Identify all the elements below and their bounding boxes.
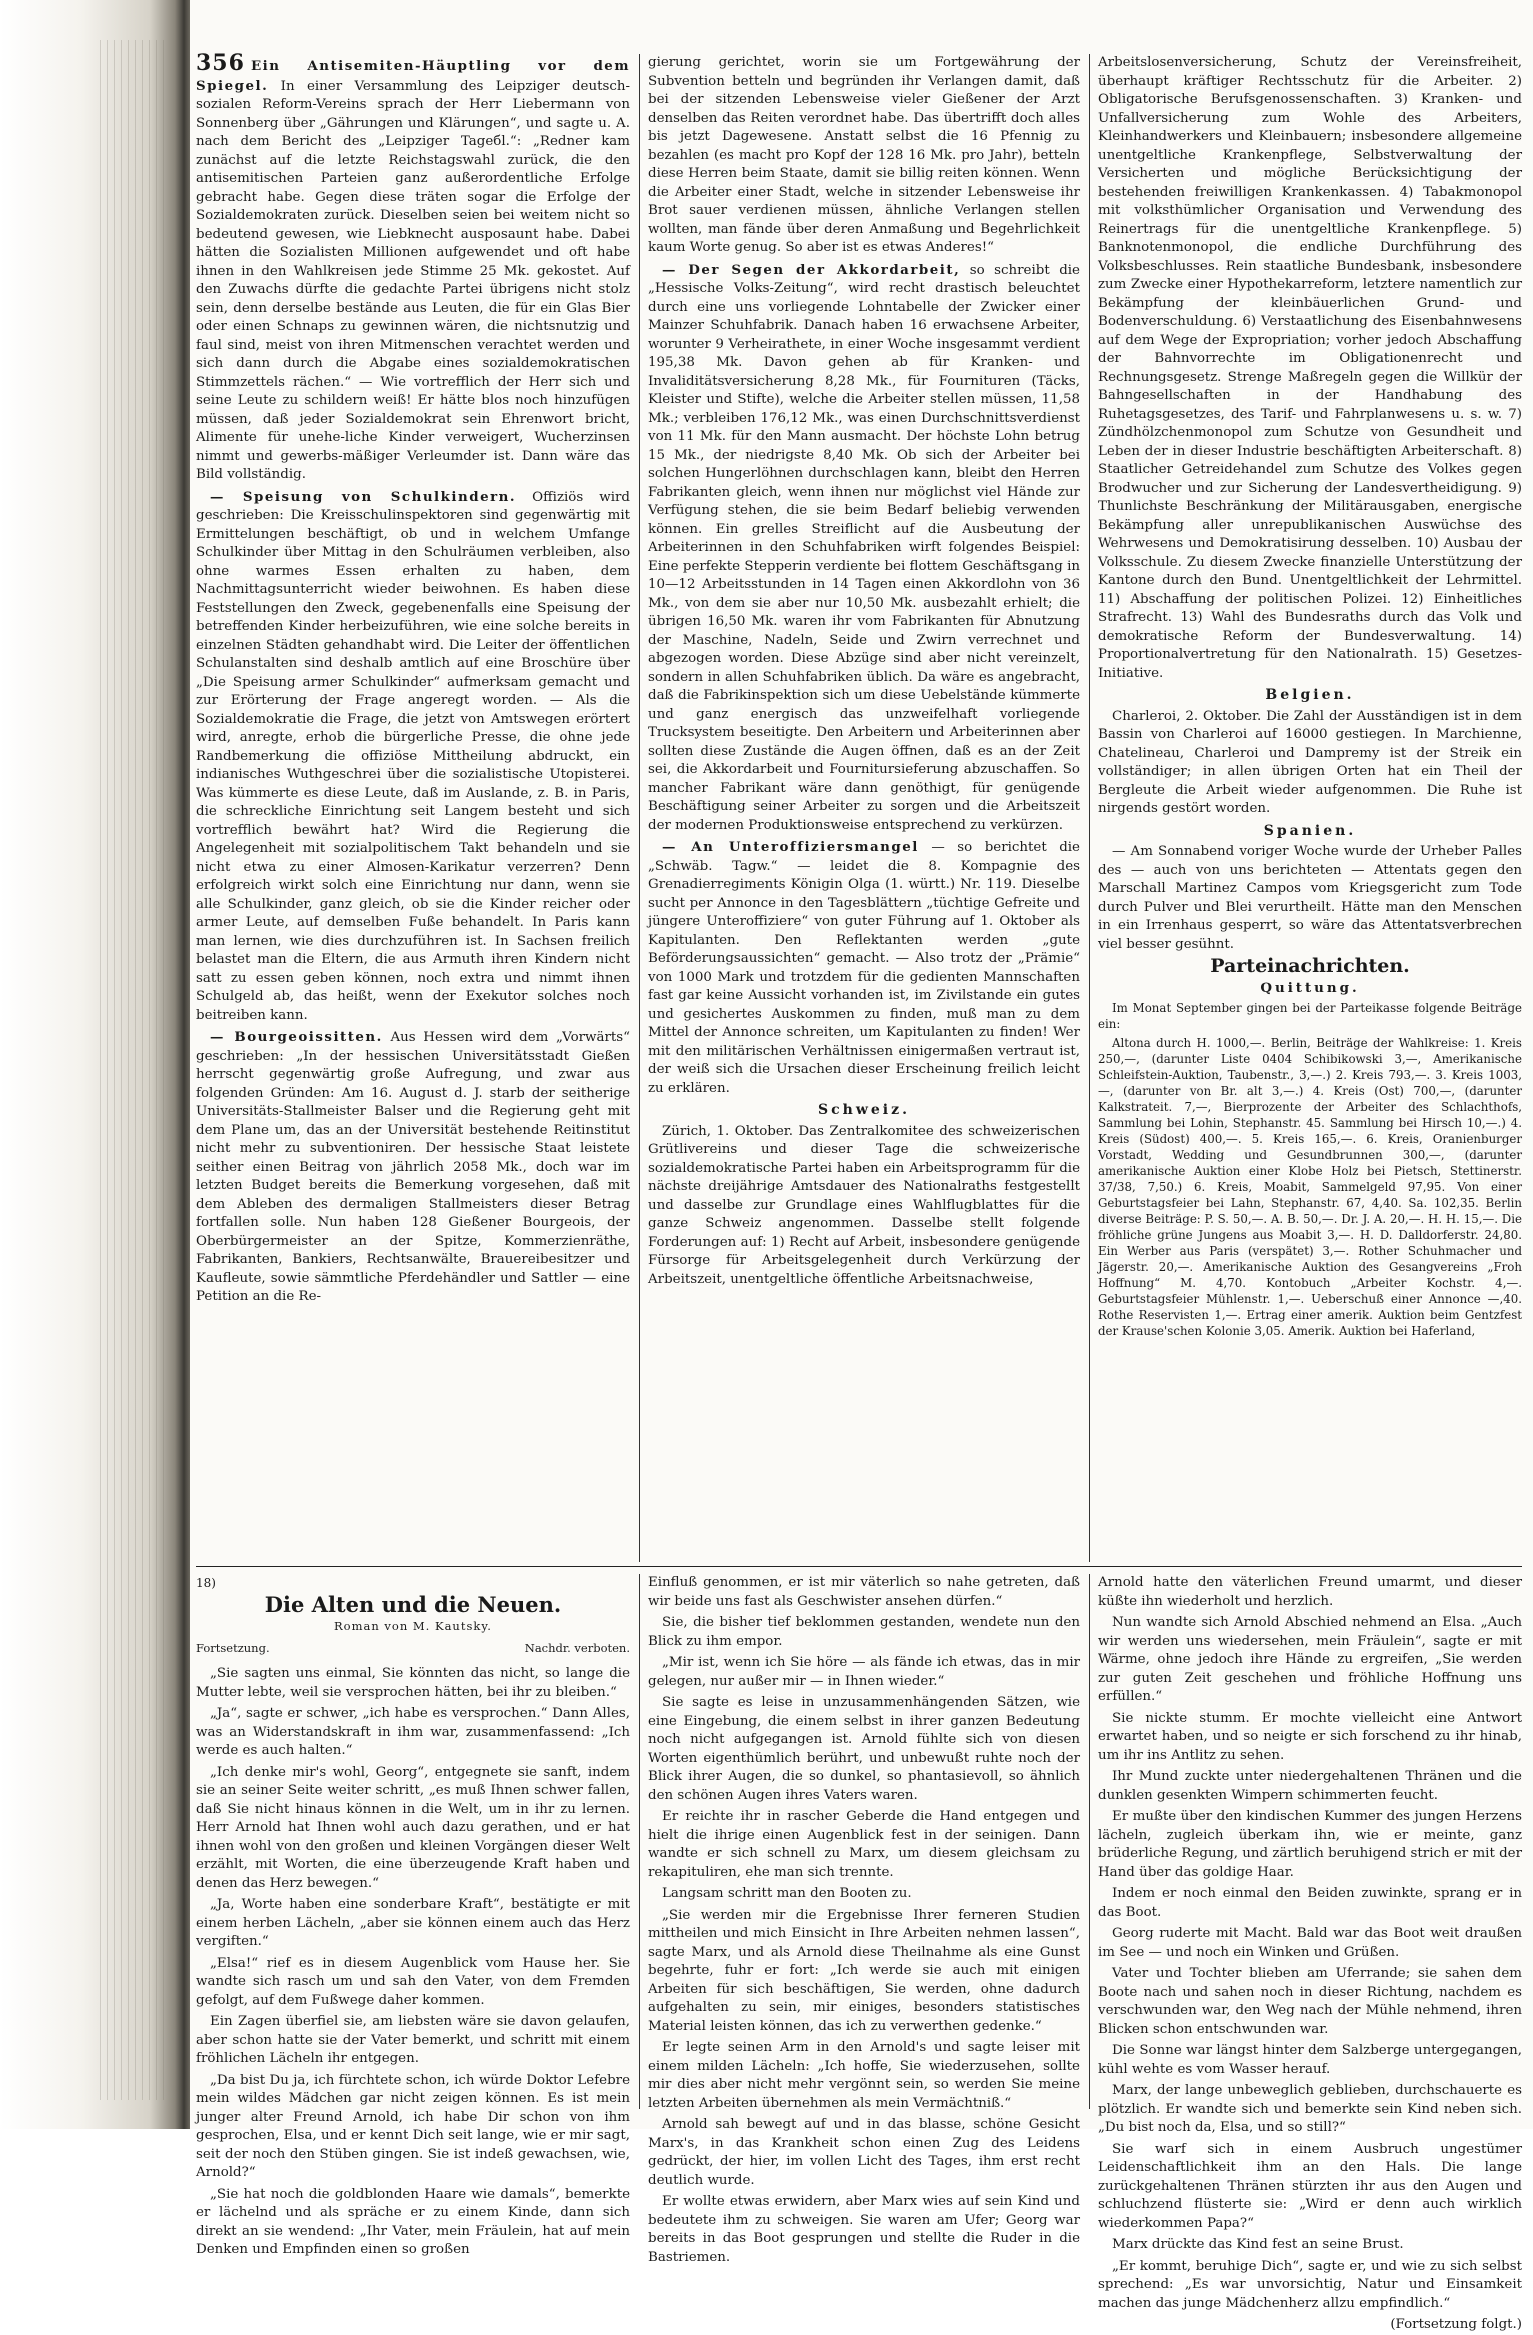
heading-schweiz: Schweiz. xyxy=(818,1102,910,1118)
novel-paragraph: Indem er noch einmal den Beiden zuwinkte, sprang er in das Boot. xyxy=(1098,1886,1522,1920)
heading-quittung: Quittung. xyxy=(1260,979,1360,996)
novel-paragraph: „Elsa!“ rief es in diesem Augenblick vom Hause her. Sie wandte sich rasch um und sah den Vater, von dem Fremden gefolgt, auf dem Fußwege daher kommen. xyxy=(196,1955,630,2008)
article-antisemiten xyxy=(196,50,630,485)
column-rule-2 xyxy=(1089,54,1090,1562)
article-schulkinder-title: — Speisung von Schulkindern. xyxy=(210,488,517,505)
article-unteroffiziersmangel-body: — so berichtet die „Schwäb. Tagw.“ — leidet die 8. Kompagnie des Grenadierregiments Königin Olga (1. württ.) Nr. 119. Dieselbe sucht per Annonce in den Tagesblättern „tüchtige Gefreite und jüngere Unteroffiziere“ von guter Führung auf 1. Oktober als Kapitulanten. Den Reflektanten werden „gute Beförderungsaussichten“ gemacht. — Also trotz der „Prämie“ von 1000 Mark und trotzdem für die gedienten Mannschaften fast gar keine Aussicht vorhanden ist, im Zivilstande ein gutes und gesichertes Auskommen zu finden, muß man zu dem Mittel der Annonce schreiten, um Kapitulanten zu finden! Wer mit den militärischen Verhältnissen einigermaßen vertraut ist, der weiß sich die Ursachen dieser Erscheinung freilich leicht zu erklären. xyxy=(648,840,1080,1096)
novel-paragraph: Sie sagte es leise in unzusammenhängenden Sätzen, wie eine Eingebung, die einem selbst in ihrer ganzen Bedeutung noch nicht aufgegangen ist. Arnold fühlte sich von diesen Worten eigenthümlich berührt, und unbewußt ruhte noch der Blick ihrer Augen, die so dunkel, so phantasievoll, so ähnlich den schönen Augen ihres Vaters waren. xyxy=(648,1695,1080,1803)
article-schweiz-cont: Arbeitslosenversicherung, Schutz der Vereinsfreiheit, überhaupt kräftiger Rechtsschutz für die Arbeiter. 2) Obligatorische Berufsgenossenschaften. 3) Kranken- und Unfallversicherung zum Wohle des Arbeiters, Kleinhandwerkers und Kleinbauern; insbesondere allgemeine unentgeltliche Krankenpflege, Selbstverwaltung der Versicherten und mögliche Berücksichtigung der bestehenden freiwilligen Krankenkassen. 4) Tabakmonopol mit volksthümlicher Organisation und Verwendung des Reinertrags für die unentgeltliche Krankenpflege. 5) Banknotenmonopol, die endliche Durchführung des Volksbeschlusses. Rein staatliche Bundesbank, insbesondere zum Zwecke einer Hypothekarreform, letztere namentlich zur Bekämpfung der kleinbäuerlichen Grund- und Bodenverschuldung. 6) Verstaatlichung des Eisenbahnwesens auf dem Wege der Expropriation; vorher jedoch Abschaffung der Bahnvorrechte im Obligationenrecht und Rechnungsgesetz. Strenge Maßregeln gegen die Willkür der Bahngesellschaften in der Handhabung des Ruhetagsgesetzes, des Tarif- und Fahrplanwesens u. s. w. 7) Zündhölzchenmonopol zum Schutze von Gesundheit und Leben der in dieser Industrie beschäftigten Arbeiterschaft. 8) Staatlicher Getreidehandel zum Schutze des Volkes gegen Brodwucher und zur Sicherung der Landesvertheidigung. 9) Thunlichste Beschränkung der Militärausgaben, energische Bekämpfung aller unrepublikanischen Auswüchse des Wehrwesens und Demokratisirung desselben. 10) Ausbau der Volksschule. Zu diesem Zwecke finanzielle Unterstützung der Kantone durch den Bund. Unentgeltlichkeit der Lehrmittel. 11) Abschaffung der politischen Polizei. 12) Einheitliches Strafrecht. 13) Wahl des Bundesraths durch das Volk und demokratische Reform der Bundesverwaltung. 14) Proportionalvertretung für den Nationalrath. 15) Gesetzes-Initiative. xyxy=(1098,55,1522,681)
novel-paragraph: Ihr Mund zuckte unter niedergehaltenen Thränen und die dunklen gesenkten Wimpern schimmerten feucht. xyxy=(1098,1769,1522,1803)
novel-paragraph: „Ja“, sagte er schwer, „ich habe es versprochen.“ Dann Alles, was an Widerstandskraft in ihm war, zusammenfassend: „Ich werde es auch halten.“ xyxy=(196,1706,630,1758)
novel-paragraph: Langsam schritt man den Booten zu. xyxy=(662,1886,912,1901)
article-schulkinder xyxy=(196,488,630,1026)
novel-paragraph: Er reichte ihr in rascher Geberde die Hand entgegen und hielt die ihrige einen Augenblick fest in der seinigen. Dann wandte er sich schnell zu Marx, um diesem gleichsam zu rekapituliren, ehe man sich trennte. xyxy=(648,1809,1080,1880)
novel-paragraph: Er legte seinen Arm in den Arnold's und sagte leiser mit einem milden Lächeln: „Ich hoffe, Sie wiederzusehen, sollte mir dies aber nicht mehr vergönnt sein, so werden Sie meine letzten Arbeiten übernehmen als mein Vermächtniß.“ xyxy=(648,2040,1080,2111)
novel-title: Die Alten und die Neuen. xyxy=(264,1591,562,1617)
novel-paragraph: Arnold hatte den väterlichen Freund umarmt, und dieser küßte ihn wiederholt und herzlich. xyxy=(1098,1575,1522,1609)
article-schulkinder-body: Offiziös wird geschrieben: Die Kreisschulinspektoren sind gegenwärtig mit Ermittelungen beschäftigt, ob und in welchem Umfange Schulkinder über Mittag in den Schulräumen verbleiben, also ohne warmes Essen erhalten zu haben, dem Nachmittagsunterricht wieder beiwohnen. Es haben diese Feststellungen den Zweck, gegebenenfalls eine Speisung der betreffenden Kinder herbeizuführen, wie eine solche bereits in einzelnen Städten gehandhabt wird. Die Leiter der öffentlichen Schulanstalten sind deshalb amtlich auf eine Broschüre über „Die Speisung armer Schulkinder“ aufmerksam gemacht und zur Erörterung der Frage angeregt worden. — Als die Sozialdemokratie die Frage, die jetzt von Amtswegen erörtert wird, anregte, erhob die bürgerliche Presse, die ohne jede Randbemerkung die offiziöse Mittheilung abdruckt, ein indianisches Wuthgeschrei über die sozialistische Utopisterei. Was kümmerte es diese Leute, daß im Auslande, z. B. in Paris, die schreckliche Einrichtung seit Langem besteht und sich vortrefflich bewährt hat? Wird die Regierung die Angelegenheit mit sozialpolitischem Takt behandeln und sie nicht etwa zu einer Almosen-Karikatur verzerren? Denn erfolgreich wirkt solch eine Einrichtung nur dann, wenn sie alle Schulkinder, ganz gleich, ob sie die Kinder reicher oder armer Leute, auf demselben Fuße behandelt. In Paris kann man lernen, wie dies durchzuführen ist. In Sachsen freilich belastet man die Eltern, die aus Armuth ihren Kindern nicht satt zu essen geben können, noch extra und nimmt ihnen Schulgeld ab, das heißt, wenn der Exekutor solches noch beitreiben kann. xyxy=(196,489,631,1023)
article-spanien: — Am Sonnabend voriger Woche wurde der Urheber Palles des — auch von uns berichteten — Attentats gegen den Marschall Martinez Campos vom Kriegsgericht zum Tode durch Pulver und Blei verurtheilt. Hätte man den Menschen in ein Irrenhaus gesperrt, so wäre das Attentatsverbrechen viel besser gesühnt. xyxy=(1098,844,1522,952)
article-akkordarbeit-body: so schreibt die „Hessische Volks-Zeitung“, wird recht drastisch beleuchtet durch eine uns vorliegende Lohntabelle der Zwicker einer Mainzer Schuhfabrik. Danach haben 16 erwachsene Arbeiter, worunter 9 Verheirathete, in einer Woche insgesammt verdient 195,38 Mk. Davon gehen ab für Kranken- und Invaliditätsversicherung 8,28 Mk., für Fournituren (Täcks, Kleister und Stifte), welche die Arbeiter stellen müssen, 11,58 Mk.; verbleiben 176,12 Mk., was einen Durchschnittsverdienst von 11 Mk. für den Mann ausmacht. Der höchste Lohn betrug 15 Mk., der niedrigste 8,40 Mk. Ob sich der Arbeiter bei solchen Hungerlöhnen durchschlagen kann, bleibt den Herren Fabrikanten gleich, wenn ihnen nur möglichst viel Hände zur Verfügung stehen, die sie beim Bedarf beliebig verwenden können. Ein grelles Streiflicht auf die Ausbeutung der Arbeiterinnen in den Schuhfabriken wirft folgendes Beispiel: Eine perfekte Stepperin verdiente bei flottem Geschäftsgang in 10—12 Arbeitsstunden in 14 Tagen einen Akkordlohn von 36 Mk., von dem sie aber nur 10,50 Mk. ausbezahlt erhielt; die übrigen 16,50 Mk. waren ihr vom Fabrikanten für Abnutzung der Maschine, Nadeln, Seide und Zwirn verrechnet und abgezogen worden. Diese Abzüge sind aber nicht vereinzelt, sondern in allen Schuhfabriken üblich. Da wäre es angebracht, daß die Fabrikinspektion sich um diese Uebelstände kümmerte und ganz energisch das unzweifelhaft vorliegende Trucksystem beseitigte. Den Arbeitern und Arbeiterinnen aber sollten diese Zustände die Augen öffnen, daß es an der Zeit sei, die Akkordarbeit und Fournitursieferung abzuschaffen. So mancher Fabrikant wäre dann genöthigt, für genügende Beschäftigung seiner Arbeiter zu sorgen und die Arbeitszeit der modernen Produktionsweise entsprechend zu verkürzen. xyxy=(648,262,1080,833)
page-number: 356 xyxy=(196,50,245,76)
quittung-list: Altona durch H. 1000,—. Berlin, Beiträge der Wahlkreise: 1. Kreis 250,—, (darunter Liste 0404 Schibikowski 3,—, Amerikanische Schleifstein-Auktion, Taubenstr., 3,—.) 2. Kreis 793,—. 3. Kreis 1003,—, (darunter von Br. alt 3,—.) 4. Kreis (Ost) 700,—, (darunter Kalkstrateit. 7,—, Bierprozente der Arbeiter des Schlachthofs, Sammlung bei Lohin, Stephanstr. 45. Sammlung bei Hirsch 10,—.) 4. Kreis (Südost) 400,—. 5. Kreis 165,—. 6. Kreis, Oranienburger Vorstadt, Wedding und Gesundbrunnen 300,—, (darunter amerikanische Auktion einer Klobe Holz bei Pietsch, Stettinerstr. 37/38, 7,50.) 6. Kreis, Moabit, Sammelgeld 97,95. Von einer Geburtstagsfeier bei Lahn, Stephanstr. 67, 4,40. Sa. 102,35. Berlin diverse Beiträge: P. S. 50,—. A. B. 50,—. Dr. J. A. 20,—. H. H. 15,—. Die fröhliche grüne Jungens aus Moabit 3,—. H. D. Dalldorferstr. 24,80. Ein Werber aus Paris (verspätet) 3,—. Rother Schuhmacher und Jägerstr. 20,—. Amerikanische Auktion des Gesangvereins „Froh Hoffnung“ M. 4,70. Kontobuch „Arbeiter Kochstr. 4,—. Geburtstagsfeier Mühlenstr. 1,—. Ueberschuß einer Annonce —,40. Rothe Reservisten 1,—. Ertrag einer amerik. Auktion beim Gentzfest der Krause'schen Kolonie 3,05. Amerik. Auktion bei Haferland, xyxy=(1098,1036,1522,1338)
column-1 xyxy=(196,50,631,1562)
novel-reprint-notice: Nachdr. verboten. xyxy=(524,1640,630,1655)
article-antisemiten-title: Ein Antisemiten-Häuptling vor dem Spiegel. xyxy=(196,58,630,94)
article-unteroffiziersmangel-title: — An Unteroffiziersmangel xyxy=(662,839,919,855)
novel-column-3 xyxy=(1098,1574,1522,2332)
page-edge-lines xyxy=(100,40,170,2100)
novel-paragraph: Sie warf sich in einem Ausbruch ungestümer Leidenschaftlichkeit ihm an den Hals. Die lange zurückgehaltenen Thränen stürzten ihr aus den Augen und schluchzend flüsterte sie: „Wird er denn auch wirklich wiederkommen Papa?“ xyxy=(1098,2141,1522,2231)
novel-paragraph: Sie nickte stumm. Er mochte vielleicht eine Antwort erwartet haben, und so neigte er sich forschend zu ihr hinab, um ihr ins Antlitz zu sehen. xyxy=(1098,1710,1522,1763)
column-3 xyxy=(1098,54,1522,1562)
article-unteroffiziersmangel xyxy=(648,838,1080,1098)
novel-paragraph: Georg ruderte mit Macht. Bald war das Boot weit draußen im See — und noch ein Winken und Grüßen. xyxy=(1098,1926,1522,1960)
novel-number: 18) xyxy=(196,1576,216,1590)
column-2 xyxy=(648,54,1080,1562)
quittung-intro: Im Monat September gingen bei der Parteikasse folgende Beiträge ein: xyxy=(1098,1001,1522,1031)
novel-column-rule-2 xyxy=(1089,1574,1090,2109)
article-bourgeoissitten-cont: gierung gerichtet, worin sie um Fortgewährung der Subvention betteln und begründen ihr Verlangen damit, daß bei der sitzenden Lebensweise vieler Gießener der Arzt denselben das Reiten verordnet habe. Das übertrifft doch alles bis jetzt Dagewesene. Anstatt selbst die 16 Pfennig zu bezahlen (es macht pro Kopf der 128 16 Mk. pro Jahr), betteln diese Herren beim Staate, damit sie billig reiten können. Wenn die Arbeiter einer Stadt, welche in sitzender Lebensweise ihr Brot sauer verdienen müssen, ähnliche Verlangen stellen wollten, man fände über deren Anmaßung und Begehrlichkeit kaum Worte genug. So aber ist es etwas Anderes!“ xyxy=(648,55,1080,255)
heading-spanien: Spanien. xyxy=(1263,822,1357,839)
novel-paragraph: Sie, die bisher tief beklommen gestanden, wendete nun den Blick zu ihm empor. xyxy=(648,1615,1080,1649)
novel-paragraph: Er wollte etwas erwidern, aber Marx wies auf sein Kind und bedeutete ihm zu schweigen. Sie waren am Ufer; Georg war bereits in das Boot gesprungen und stellte die Ruder in die Bastriemen. xyxy=(648,2194,1080,2265)
novel-paragraph: Vater und Tochter blieben am Uferrande; sie sahen dem Boote nach und sahen noch in dieser Richtung, nachdem es verschwunden war, den Weg nach der Mühle nehmend, ihren Blicken schon entschwunden war. xyxy=(1098,1966,1522,2037)
book-binding-gutter xyxy=(0,0,190,2129)
novel-paragraph: Nun wandte sich Arnold Abschied nehmend an Elsa. „Auch wir werden uns wiedersehen, mein Fräulein“, sagte er mit Wärme, ohne jedoch ihre Hände zu ergreifen, „Sie werden zur guten Zeit geschehen und fröhliche Hoffnung uns erfüllen.“ xyxy=(1098,1615,1522,1704)
novel-paragraph: Marx drückte das Kind fest an seine Brust. xyxy=(1112,2237,1404,2252)
article-akkordarbeit xyxy=(648,261,1080,836)
novel-paragraph: „Er kommt, beruhige Dich“, sagte er, und wie zu sich selbst sprechend: „Es war unvorsichtig, Natur und Einsamkeit machen das junge Mädchenherz allzu empfindlich.“ xyxy=(1098,2258,1522,2311)
novel-paragraph: „Ja, Worte haben eine sonderbare Kraft“, bestätigte er mit einem herben Lächeln, „aber sie können einem auch das Herz vergiften.“ xyxy=(196,1897,630,1949)
novel-paragraph: Er mußte über den kindischen Kummer des jungen Herzens lächeln, zugleich überkam ihn, wie er meinte, ganz brüderliche Regung, und zärtlich beruhigend strich er mit der Hand über das goldige Haar. xyxy=(1098,1809,1522,1880)
article-bourgeoissitten xyxy=(196,1028,630,1307)
novel-paragraph: „Sie hat noch die goldblonden Haare wie damals“, bemerkte er lächelnd und als spräche er zu einem Kinde, dann sich direkt an sie wendend: „Ihr Vater, mein Fräulein, hat auf mein Denken und Empfinden einen so großen xyxy=(196,2186,630,2257)
heading-parteinachrichten: Parteinachrichten. xyxy=(1210,955,1410,977)
novel-paragraph: Arnold sah bewegt auf und in das blasse, schöne Gesicht Marx's, in das Krankheit schon einen Zug des Leidens gedrückt, der hier, im vollen Licht des Tages, ihm erst recht deutlich wurde. xyxy=(648,2117,1080,2188)
heading-belgien: Belgien. xyxy=(1265,687,1355,703)
novel-continued: Fortsetzung. xyxy=(196,1640,270,1655)
novel-paragraph: „Ich denke mir's wohl, Georg“, entgegnete sie sanft, indem sie an seiner Seite weiter schritt, „es muß Ihnen schwer fallen, daß Sie nicht hinaus können in die Welt, um in ihr zu lernen. Herr Arnold hat Ihnen wohl auch dazu gerathen, und er hat ihnen wohl von den großen und kleinen Vorgängen dieser Welt erzählt, mit Worten, die eine überzeugende Kraft haben und denen das Herz bewegen.“ xyxy=(196,1764,630,1891)
novel-column-rule-1 xyxy=(639,1574,640,2109)
article-akkordarbeit-title: — Der Segen der Akkordarbeit, xyxy=(662,261,961,278)
newspaper-page xyxy=(196,50,1522,2332)
novel-author: Roman von M. Kautsky. xyxy=(334,1619,492,1633)
novel-to-be-continued: (Fortsetzung folgt.) xyxy=(1390,2317,1522,2332)
feuilleton-separator xyxy=(196,1566,1522,1567)
article-schweiz: Zürich, 1. Oktober. Das Zentralkomitee des schweizerischen Grütlivereins und dieser Tage die schweizerische sozialdemokratische Partei haben ein Arbeitsprogramm für die nächste dreijährige Amtsdauer des Nationalraths festgestellt und dasselbe zur Grundlage eines Wahlflugblattes für die ganze Schweiz angenommen. Dasselbe stellt folgende Forderungen auf: 1) Recht auf Arbeit, insbesondere genügende Fürsorge für Arbeitsgelegenheit durch Verkürzung der Arbeitszeit, unentgeltliche öffentliche Arbeitsnachweise, xyxy=(648,1123,1080,1287)
novel-paragraph: „Sie sagten uns einmal, Sie könnten das nicht, so lange die Mutter lebte, weil sie versprochen hätten, bei ihr zu bleiben.“ xyxy=(196,1666,630,1700)
novel-paragraph: „Da bist Du ja, ich fürchtete schon, ich würde Doktor Lefebre mein wildes Mädchen gar nicht zeigen können. Es ist mein junger alter Freund Arnold, ich habe Dir schon von ihm gesprochen, Elsa, und er kennt Dich seit lange, wie er mir sagt, seit der noch den Stüben gingen. Sie ist indeß gewachsen, wie, Arnold?“ xyxy=(196,2072,630,2180)
novel-paragraph: „Sie werden mir die Ergebnisse Ihrer ferneren Studien mittheilen und mich Einsicht in Ihre Arbeiten nehmen lassen“, sagte Marx, und als Arnold diese Theilnahme als eine Gunst begehrte, fuhr er fort: „Ich werde sie auch mit einigen Arbeiten für sich beschäftigen, Sie werden, ohne dadurch aufgehalten zu sein, mir einiges, besonders statistisches Material leisten können, das ich zu verwerthen gedenke.“ xyxy=(648,1907,1080,2034)
novel-paragraph: Marx, der lange unbeweglich geblieben, durchschauerte es plötzlich. Er wandte sich und bemerkte sein Kind neben sich. „Du bist noch da, Elsa, und so still?“ xyxy=(1098,2083,1522,2135)
novel-paragraph: Ein Zagen überfiel sie, am liebsten wäre sie davon gelaufen, aber schon hatte sie der Vater bemerkt, und schritt mit einem fröhlichen Lächeln ihr entgegen. xyxy=(196,2014,630,2066)
article-bourgeoissitten-title: — Bourgeoissitten. xyxy=(210,1029,383,1045)
novel-column-1 xyxy=(196,1574,630,2257)
article-belgien: Charleroi, 2. Oktober. Die Zahl der Ausständigen ist in dem Bassin von Charleroi auf 16000 gestiegen. In Marchienne, Chatelineau, Charleroi und Dampremy ist der Streik ein vollständiger; in allen übrigen Orten hat ein Theil der Bergleute die Arbeit wieder aufgenommen. Die Ruhe ist nirgends gestört worden. xyxy=(1098,708,1522,816)
article-antisemiten-body: In einer Versammlung des Leipziger deutsch-sozialen Reform-Vereins sprach der Herr Liebermann von Sonnenberg über „Gährungen und Klärungen“, und sagte u. A. nach dem Bericht des „Leipziger Tageбl.“: „Redner kam zunächst auf die letzte Reichstagswahl zurück, die den antisemitischen Parteien ganz außerordentliche Erfolge gebracht habe. Gegen diese träten sogar die Erfolge der Sozialdemokraten zurück. Dieselben seien bei weitem nicht so bedeutend gewesen, wie Liebknecht ausposaunt habe. Dabei hätten die Sozialisten Millionen aufgewendet und oft habe ihnen in den Wahlkreisen jede Stimme 25 Mk. gekostet. Auf den Zuwachs dürfte die gedachte Partei übrigens nicht stolz sein, denn derselbe bestände aus Leuten, die für ein Glas Bier oder einen Schnaps zu gewinnen wären, die nichtsnutzig und faul sind, meist von ihren Mitmenschen verachtet werden und sich dann durch die Abgabe eines sozialdemokratischen Stimmzettels rächen.“ — Wie vortrefflich der Herr sich und seine Leute zu schildern weiß! Er hätte blos noch hinzufügen müssen, daß jeder Sozialdemokrat sein Ehrenwort bricht, Alimente für unehe-liche Kinder verweigert, Wucherzinsen nimmt und gewerbs-mäßiger Verleumder ist. Dann wäre das Bild vollständig. xyxy=(196,78,630,482)
column-rule-1 xyxy=(639,54,640,1562)
novel-paragraph: „Mir ist, wenn ich Sie höre — als fände ich etwas, das in mir gelegen, nur außer mir — in Ihnen wieder.“ xyxy=(648,1655,1080,1689)
novel-column-2 xyxy=(648,1574,1080,2265)
article-bourgeoissitten-body: Aus Hessen wird dem „Vorwärts“ geschrieben: „In der hessischen Universitätsstadt Gießen herrscht gegenwärtig große Aufregung, und zwar aus folgenden Gründen: Am 16. August d. J. starb der seitherige Universitäts-Stallmeister Balser und die Regierung geht mit dem Plane um, das an der Universität bestehende Reitinstitut nicht mehr zu subventioniren. Der hessische Staat leistete seither einen Beitrag von jährlich 2058 Mk., doch war im letzten Budget bereits die Bemerkung vorgesehen, daß mit dem Ableben des dermaligen Stallmeisters dieser Betrag fortfallen solle. Nun haben 128 Gießener Bourgeois, der Oberbürgermeister an der Spitze, Kommerzienräthe, Fabrikanten, Bankiers, Rechtsanwälte, Brauereibesitzer und Kaufleute, sowie sämmtliche Pferdehändler und Sattler — eine Petition an die Re- xyxy=(196,1030,630,1304)
novel-meta xyxy=(196,1639,630,1658)
novel-paragraph: Die Sonne war längst hinter dem Salzberge untergegangen, kühl wehte es vom Wasser herauf. xyxy=(1098,2043,1522,2077)
novel-paragraph: Einfluß genommen, er ist mir väterlich so nahe getreten, daß wir beide uns fast als Geschwister ansehen dürfen.“ xyxy=(648,1575,1080,1609)
